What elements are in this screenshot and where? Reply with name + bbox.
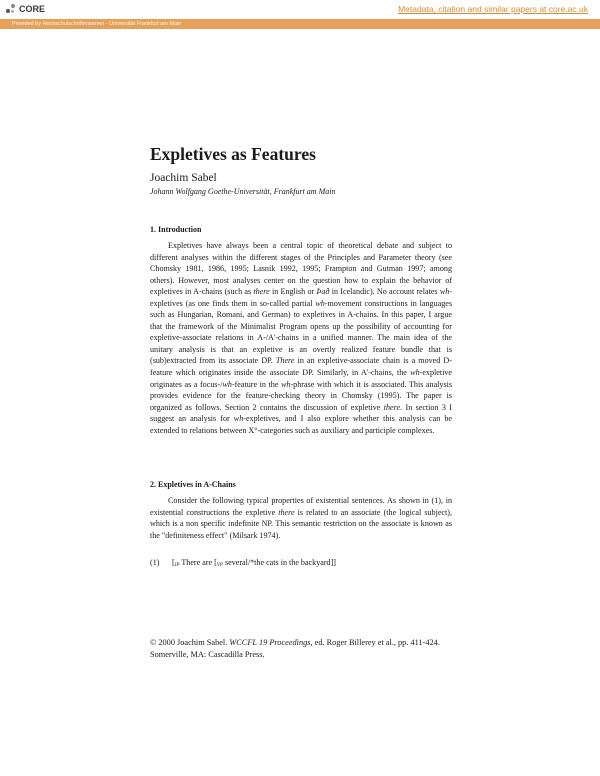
metadata-link[interactable]: Metadata, citation and similar papers at core.ac.uk <box>398 4 588 14</box>
footnote-citation: © 2000 Joachim Sabel. WCCFL 19 Proceedings, ed. Roger Billerey et al., pp. 411-424. Somerville, MA: Cascadilla Press. <box>150 638 440 659</box>
ip-label: IP <box>174 563 180 568</box>
core-logo-icon <box>6 4 16 14</box>
example-number: (1) <box>150 558 160 567</box>
paper-affiliation: Johann Wolfgang Goethe-Universität, Frankfurt am Main <box>150 187 336 196</box>
section-1-paragraph: Expletives have always been a central topic of theoretical debate and subject to different analyses within the different stages of the Principles and Parameter theory (see Chomsky 1981, 1986, 1995; Lasnik 1992, 1995; Frampton and Gutman 1997; among others). However, most analyses center on the question how to explain the behavior of expletives in A-chains (such as there in English or Það in Icelandic). No account relates wh-expletives (as one finds them in so-called partial wh-movement constructions in languages such as Hungarian, Romani, and German) to expletives in A-chains. In this paper, I argue that the framework of the Minimalist Program opens up the possibility of accounting for expletive-associate relations in A-/A'-chains in a unified manner. The main idea of the unitary analysis is that an expletive is an overtly realized feature bundle that is (sub)extracted from its associate DP. There in an expletive-associate chain is a moved D-feature which originates inside the associate DP. Similarly, in A'-chains, the wh-expletive originates as a focus-/wh-feature in the wh-phrase with which it is associated. This analysis provides evidence for the feature-checking theory in Chomsky (1995). The paper is organized as follows. Section 2 contains the discussion of expletive there. In section 3 I suggest an analysis for wh-expletives, and I also explore whether this analysis can be extended to relations between X°-categories such as auxiliary and participle complexes. <box>150 241 453 435</box>
vp-label: VP <box>216 563 223 568</box>
provider-bar <box>0 19 600 29</box>
core-logo[interactable] <box>6 4 45 14</box>
section-2-paragraph: Consider the following typical properties of existential sentences. As shown in (1), in existential constructions the expletive there is related to an associate (the logical subject), which is a non specific indefinite NP. This semantic restriction on the associate is known as the "definiteness effect" (Milsark 1974). <box>150 496 452 540</box>
section-2-heading: 2. Expletives in A-Chains <box>150 480 236 489</box>
core-header-bar <box>0 0 600 20</box>
paper-title: Expletives as Features <box>150 144 316 164</box>
core-logo-label: CORE <box>19 4 46 14</box>
section-1-heading: 1. Introduction <box>150 225 202 234</box>
provider-text[interactable]: Provided by Hochschulschriftenserver - Universität Frankfurt am Main <box>12 21 182 27</box>
example-1: (1) [$_{IP}$ There are [$_{VP}$ several/*the cats in the backyard]] <box>150 558 336 568</box>
paper-author: Joachim Sabel <box>150 172 217 184</box>
